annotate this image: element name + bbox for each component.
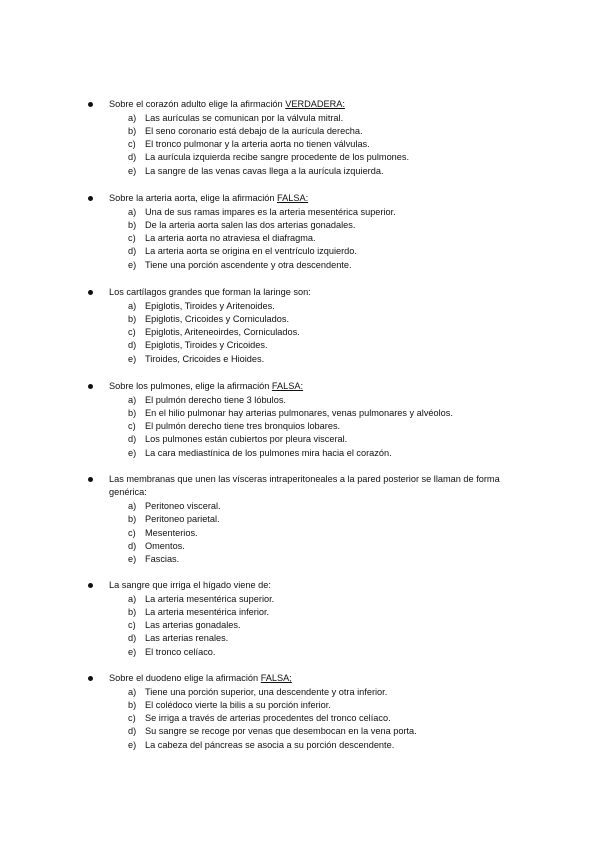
bullet-icon: [88, 583, 93, 588]
option-c: c) La arteria aorta no atraviesa el diafragma.: [128, 233, 316, 244]
option-d: d) Los pulmones están cubiertos por pleura visceral.: [128, 434, 348, 445]
question-stem: Las membranas que unen las vísceras intraperitoneales a la pared posterior se llaman de forma genérica:: [109, 474, 500, 498]
question-stem: Sobre los pulmones, elige la afirmación FALSA:: [109, 381, 304, 391]
options-list: [128, 112, 468, 178]
option-d: d) La aurícula izquierda recibe sangre procedente de los pulmones.: [128, 152, 410, 163]
option-b: b) La arteria mesentérica inferior.: [128, 606, 270, 617]
option-a: a) Las aurículas se comunican por la válvula mitral.: [128, 112, 344, 123]
options-list: [128, 500, 468, 566]
option-a: a) El pulmón derecho tiene 3 lóbulos.: [128, 394, 286, 405]
option-b: b) El seno coronario está debajo de la aurícula derecha.: [128, 125, 363, 136]
option-d: d) Omentos.: [128, 540, 185, 551]
option-a: a) Una de sus ramas impares es la arteria mesentérica superior.: [128, 206, 396, 217]
option-c: c) Las arterias gonadales.: [128, 620, 241, 631]
option-c: c) El pulmón derecho tiene tres bronquios lobares.: [128, 421, 341, 432]
option-c: c) Epiglotis, Ariteneoirdes, Corniculados.: [128, 327, 300, 338]
option-e: e) Fascias.: [128, 554, 180, 565]
options-list: [128, 593, 468, 659]
options-list: [128, 394, 468, 460]
option-e: e) La sangre de las venas cavas llega a la aurícula izquierda.: [128, 165, 384, 176]
option-b: b) Peritoneo parietal.: [128, 514, 220, 525]
option-e: e) Tiene una porción ascendente y otra descendente.: [128, 259, 352, 270]
options-list: [128, 300, 468, 366]
bullet-icon: [88, 676, 93, 681]
options-list: [128, 206, 468, 272]
option-d: d) Las arterias renales.: [128, 633, 229, 644]
option-d: d) Su sangre se recoge por venas que desembocan en la vena porta.: [128, 726, 417, 737]
option-b: b) El colédoco vierte la bilis a su porción inferior.: [128, 699, 331, 710]
question-keyword: VERDADERA:: [285, 99, 345, 109]
bullet-icon: [88, 196, 93, 201]
bullet-icon: [88, 102, 93, 107]
bullet-icon: [88, 477, 93, 482]
bullet-icon: [88, 384, 93, 389]
option-e: e) La cara mediastínica de los pulmones mira hacia el corazón.: [128, 447, 392, 458]
option-c: c) Se irriga a través de arterias procedentes del tronco celíaco.: [128, 713, 391, 724]
option-a: a) La arteria mesentérica superior.: [128, 593, 275, 604]
option-d: d) La arteria aorta se origina en el ventrículo izquierdo.: [128, 246, 357, 257]
question-stem: Los cartílagos grandes que forman la laringe son:: [109, 287, 311, 297]
question-keyword: FALSA:: [271, 381, 304, 391]
question-stem: Sobre la arteria aorta, elige la afirmación FALSA:: [109, 193, 309, 203]
option-a: a) Peritoneo visceral.: [128, 501, 221, 511]
bullet-icon: [88, 290, 93, 295]
option-c: c) Mesenterios.: [128, 527, 198, 538]
option-d: d) Epiglotis, Tiroides y Cricoides.: [128, 340, 268, 351]
question-stem: La sangre que irriga el hígado viene de:: [109, 580, 271, 590]
question-stem: Sobre el corazón adulto elige la afirmación VERDADERA:: [109, 99, 345, 109]
option-a: a) Tiene una porción superior, una descendente y otra inferior.: [128, 686, 388, 697]
option-e: e) El tronco celíaco.: [128, 646, 216, 657]
question-keyword: FALSA:: [277, 193, 309, 203]
option-b: b) De la arteria aorta salen las dos arterias gonadales.: [128, 219, 356, 230]
question-stem: Sobre el duodeno elige la afirmación FALSA;: [109, 673, 292, 683]
question-keyword: FALSA;: [260, 673, 292, 683]
option-b: b) Epiglotis, Cricoides y Corniculados.: [128, 313, 289, 324]
option-b: b) En el hilio pulmonar hay arterias pulmonares, venas pulmonares y alvéolos.: [128, 407, 453, 418]
option-a: a) Epiglotis, Tiroides y Aritenoides.: [128, 300, 275, 311]
option-e: e) Tiroides, Cricoides e Hioides.: [128, 353, 265, 364]
option-e: e) La cabeza del páncreas se asocia a su porción descendente.: [128, 739, 395, 750]
option-c: c) El tronco pulmonar y la arteria aorta no tienen válvulas.: [128, 139, 370, 150]
options-list: [128, 686, 468, 752]
